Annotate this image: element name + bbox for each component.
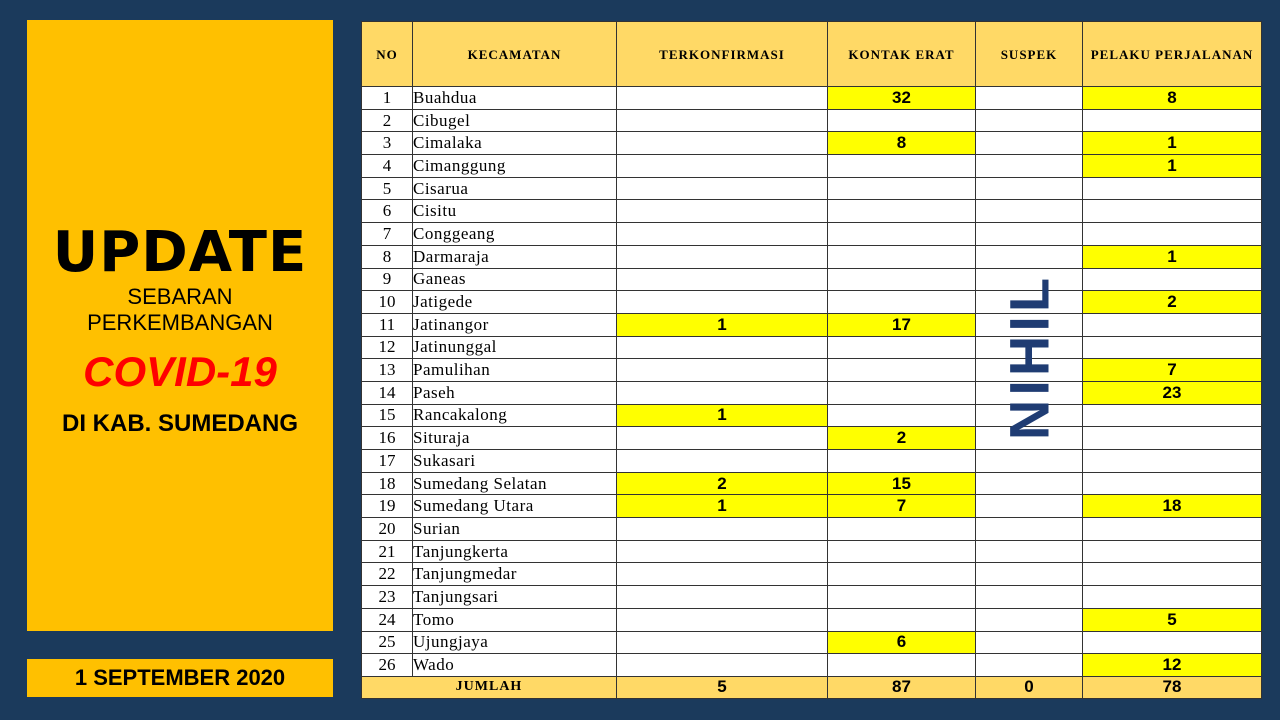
row-number: 16: [362, 427, 413, 450]
suspek-cell: [976, 450, 1083, 473]
table-row: [362, 450, 1262, 473]
row-number: 18: [362, 472, 413, 495]
terkonfirmasi-cell: [617, 359, 828, 382]
row-number: 4: [362, 155, 413, 178]
pelaku-perjalanan-cell: 1: [1083, 245, 1262, 268]
row-number: 25: [362, 631, 413, 654]
table-row: [362, 200, 1262, 223]
kecamatan-name: Sukasari: [413, 450, 617, 473]
kontak-erat-cell: [828, 608, 976, 631]
table-row: [362, 404, 1262, 427]
suspek-cell: [976, 586, 1083, 609]
table-row: [362, 155, 1262, 178]
header-no: NO: [362, 22, 413, 87]
pelaku-perjalanan-cell: 7: [1083, 359, 1262, 382]
covid-table: [361, 21, 1262, 699]
total-terkonfirmasi: 5: [617, 676, 828, 698]
kecamatan-name: Cisitu: [413, 200, 617, 223]
pelaku-perjalanan-cell: 5: [1083, 608, 1262, 631]
terkonfirmasi-cell: 2: [617, 472, 828, 495]
total-kontak-erat: 87: [828, 676, 976, 698]
pelaku-perjalanan-cell: [1083, 268, 1262, 291]
pelaku-perjalanan-cell: [1083, 109, 1262, 132]
kontak-erat-cell: 2: [828, 427, 976, 450]
terkonfirmasi-cell: [617, 291, 828, 314]
kontak-erat-cell: [828, 359, 976, 382]
terkonfirmasi-cell: [617, 109, 828, 132]
kecamatan-name: Conggeang: [413, 223, 617, 246]
header-pelaku-perjalanan: PELAKU PERJALANAN: [1083, 22, 1262, 87]
table-row: [362, 336, 1262, 359]
kontak-erat-cell: 32: [828, 87, 976, 110]
row-number: 5: [362, 177, 413, 200]
kontak-erat-cell: [828, 450, 976, 473]
kontak-erat-cell: [828, 155, 976, 178]
suspek-cell: [976, 608, 1083, 631]
table-row: [362, 495, 1262, 518]
kontak-erat-cell: 6: [828, 631, 976, 654]
kecamatan-name: Jatinunggal: [413, 336, 617, 359]
kecamatan-name: Cibugel: [413, 109, 617, 132]
header-terkonfirmasi: TERKONFIRMASI: [617, 22, 828, 87]
kontak-erat-cell: [828, 540, 976, 563]
terkonfirmasi-cell: [617, 381, 828, 404]
table-row: [362, 586, 1262, 609]
kontak-erat-cell: [828, 291, 976, 314]
terkonfirmasi-cell: [617, 540, 828, 563]
row-number: 17: [362, 450, 413, 473]
suspek-cell: [976, 155, 1083, 178]
row-number: 6: [362, 200, 413, 223]
pelaku-perjalanan-cell: [1083, 427, 1262, 450]
row-number: 7: [362, 223, 413, 246]
table-row: [362, 472, 1262, 495]
row-number: 3: [362, 132, 413, 155]
row-number: 13: [362, 359, 413, 382]
suspek-cell: [976, 200, 1083, 223]
kontak-erat-cell: [828, 654, 976, 677]
pelaku-perjalanan-cell: [1083, 472, 1262, 495]
suspek-cell: [976, 472, 1083, 495]
kecamatan-name: Pamulihan: [413, 359, 617, 382]
kecamatan-name: Cimanggung: [413, 155, 617, 178]
title-panel: [27, 20, 333, 631]
table-row: [362, 313, 1262, 336]
pelaku-perjalanan-cell: [1083, 586, 1262, 609]
kecamatan-name: Rancakalong: [413, 404, 617, 427]
suspek-cell: [976, 109, 1083, 132]
kecamatan-name: Tanjungsari: [413, 586, 617, 609]
pelaku-perjalanan-cell: [1083, 518, 1262, 541]
pelaku-perjalanan-cell: 23: [1083, 381, 1262, 404]
suspek-cell: [976, 177, 1083, 200]
kontak-erat-cell: [828, 381, 976, 404]
table-row: [362, 563, 1262, 586]
pelaku-perjalanan-cell: [1083, 631, 1262, 654]
table-row: [362, 245, 1262, 268]
header-row: [362, 22, 1262, 87]
pelaku-perjalanan-cell: [1083, 404, 1262, 427]
row-number: 22: [362, 563, 413, 586]
subtitle-perkembangan: PERKEMBANGAN: [87, 310, 273, 335]
pelaku-perjalanan-cell: [1083, 450, 1262, 473]
terkonfirmasi-cell: [617, 336, 828, 359]
kontak-erat-cell: [828, 223, 976, 246]
pelaku-perjalanan-cell: [1083, 540, 1262, 563]
pelaku-perjalanan-cell: 12: [1083, 654, 1262, 677]
pelaku-perjalanan-cell: [1083, 200, 1262, 223]
suspek-cell: [976, 563, 1083, 586]
terkonfirmasi-cell: [617, 518, 828, 541]
terkonfirmasi-cell: 1: [617, 495, 828, 518]
terkonfirmasi-cell: [617, 177, 828, 200]
kecamatan-name: Buahdua: [413, 87, 617, 110]
total-suspek: 0: [976, 676, 1083, 698]
terkonfirmasi-cell: [617, 608, 828, 631]
kontak-erat-cell: [828, 336, 976, 359]
row-number: 19: [362, 495, 413, 518]
table-row: [362, 268, 1262, 291]
table-row: [362, 540, 1262, 563]
update-title: UPDATE: [52, 220, 308, 285]
kecamatan-name: Ganeas: [413, 268, 617, 291]
row-number: 20: [362, 518, 413, 541]
date-label: 1 SEPTEMBER 2020: [27, 659, 333, 697]
terkonfirmasi-cell: [617, 268, 828, 291]
kecamatan-name: Cimalaka: [413, 132, 617, 155]
terkonfirmasi-cell: [617, 200, 828, 223]
pelaku-perjalanan-cell: 8: [1083, 87, 1262, 110]
terkonfirmasi-cell: [617, 132, 828, 155]
pelaku-perjalanan-cell: [1083, 563, 1262, 586]
terkonfirmasi-cell: [617, 427, 828, 450]
pelaku-perjalanan-cell: 1: [1083, 132, 1262, 155]
row-number: 11: [362, 313, 413, 336]
terkonfirmasi-cell: [617, 586, 828, 609]
terkonfirmasi-cell: [617, 223, 828, 246]
row-number: 10: [362, 291, 413, 314]
terkonfirmasi-cell: [617, 87, 828, 110]
terkonfirmasi-cell: [617, 654, 828, 677]
row-number: 15: [362, 404, 413, 427]
pelaku-perjalanan-cell: [1083, 313, 1262, 336]
kontak-erat-cell: [828, 268, 976, 291]
kontak-erat-cell: [828, 563, 976, 586]
kontak-erat-cell: 15: [828, 472, 976, 495]
kecamatan-name: Wado: [413, 654, 617, 677]
kontak-erat-cell: [828, 404, 976, 427]
row-number: 24: [362, 608, 413, 631]
terkonfirmasi-cell: [617, 155, 828, 178]
pelaku-perjalanan-cell: 2: [1083, 291, 1262, 314]
suspek-cell: [976, 540, 1083, 563]
kontak-erat-cell: [828, 518, 976, 541]
total-pelaku-perjalanan: 78: [1083, 676, 1262, 698]
table-row: [362, 177, 1262, 200]
terkonfirmasi-cell: 1: [617, 313, 828, 336]
pelaku-perjalanan-cell: [1083, 177, 1262, 200]
row-number: 1: [362, 87, 413, 110]
kecamatan-name: Tomo: [413, 608, 617, 631]
kontak-erat-cell: [828, 200, 976, 223]
kontak-erat-cell: 8: [828, 132, 976, 155]
terkonfirmasi-cell: [617, 631, 828, 654]
kecamatan-name: Jatinangor: [413, 313, 617, 336]
pelaku-perjalanan-cell: [1083, 336, 1262, 359]
row-number: 21: [362, 540, 413, 563]
row-number: 8: [362, 245, 413, 268]
table-row: [362, 359, 1262, 382]
table-row: [362, 132, 1262, 155]
table-row: [362, 381, 1262, 404]
table-row: [362, 109, 1262, 132]
kontak-erat-cell: [828, 177, 976, 200]
kontak-erat-cell: [828, 109, 976, 132]
nihil-label: NIHIL: [997, 273, 1061, 441]
terkonfirmasi-cell: 1: [617, 404, 828, 427]
kecamatan-name: Tanjungkerta: [413, 540, 617, 563]
pelaku-perjalanan-cell: 18: [1083, 495, 1262, 518]
total-label: JUMLAH: [362, 676, 617, 698]
header-kecamatan: KECAMATAN: [413, 22, 617, 87]
table-row: [362, 223, 1262, 246]
table-row: [362, 518, 1262, 541]
kecamatan-name: Tanjungmedar: [413, 563, 617, 586]
kecamatan-name: Cisarua: [413, 177, 617, 200]
table-row: [362, 87, 1262, 110]
kontak-erat-cell: 17: [828, 313, 976, 336]
location-label: DI KAB. SUMEDANG: [61, 410, 298, 437]
suspek-cell: [976, 631, 1083, 654]
table-row: [362, 608, 1262, 631]
kecamatan-name: Ujungjaya: [413, 631, 617, 654]
suspek-cell: [976, 495, 1083, 518]
kecamatan-name: Sumedang Utara: [413, 495, 617, 518]
row-number: 9: [362, 268, 413, 291]
suspek-cell: [976, 132, 1083, 155]
suspek-cell: [976, 518, 1083, 541]
subtitle-sebaran: SEBARAN: [127, 284, 233, 309]
pelaku-perjalanan-cell: [1083, 223, 1262, 246]
covid-title: COVID-19: [83, 348, 277, 395]
table-row: [362, 291, 1262, 314]
kecamatan-name: Darmaraja: [413, 245, 617, 268]
kontak-erat-cell: 7: [828, 495, 976, 518]
total-row: [362, 676, 1262, 698]
table-row: [362, 427, 1262, 450]
terkonfirmasi-cell: [617, 563, 828, 586]
suspek-cell: [976, 223, 1083, 246]
terkonfirmasi-cell: [617, 245, 828, 268]
suspek-cell: [976, 654, 1083, 677]
table-row: [362, 654, 1262, 677]
row-number: 23: [362, 586, 413, 609]
kecamatan-name: Situraja: [413, 427, 617, 450]
row-number: 14: [362, 381, 413, 404]
header-suspek: SUSPEK: [976, 22, 1083, 87]
kecamatan-name: Sumedang Selatan: [413, 472, 617, 495]
kontak-erat-cell: [828, 245, 976, 268]
suspek-cell: [976, 87, 1083, 110]
kontak-erat-cell: [828, 586, 976, 609]
pelaku-perjalanan-cell: 1: [1083, 155, 1262, 178]
kecamatan-name: Surian: [413, 518, 617, 541]
terkonfirmasi-cell: [617, 450, 828, 473]
row-number: 2: [362, 109, 413, 132]
kecamatan-name: Paseh: [413, 381, 617, 404]
row-number: 26: [362, 654, 413, 677]
row-number: 12: [362, 336, 413, 359]
kecamatan-name: Jatigede: [413, 291, 617, 314]
header-kontak-erat: KONTAK ERAT: [828, 22, 976, 87]
table-row: [362, 631, 1262, 654]
suspek-cell: [976, 245, 1083, 268]
